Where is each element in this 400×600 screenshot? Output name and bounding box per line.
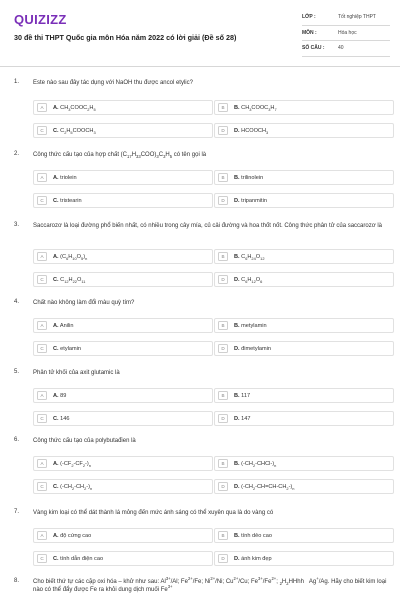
option-text: C. $(-CH_2-CH_2-)_n$	[53, 483, 93, 491]
option-text: D. ánh kim đẹp	[234, 555, 272, 562]
option-text: B. $(-CH_2-CHCl-)_n$	[234, 460, 277, 468]
meta-value: 40	[338, 45, 344, 52]
option-letter-badge: A	[37, 391, 47, 400]
option-text: B. 117	[234, 392, 251, 399]
meta-key: LỚP :	[302, 14, 316, 21]
question-text: Este nào sau đây tác dụng với NaOH thu được ancol etylic?	[33, 80, 193, 86]
option-text: B. $CH_3COOC_3H_7$	[234, 104, 277, 112]
answer-option-b[interactable]	[214, 170, 394, 185]
option-letter-badge: C	[37, 344, 47, 353]
option-text: A. triolein	[53, 174, 77, 181]
option-letter-badge: D	[218, 482, 228, 491]
option-letter-badge: A	[37, 321, 47, 330]
meta-key: SỐ CÂU :	[302, 45, 325, 52]
option-letter-badge: D	[218, 344, 228, 353]
answer-option-b[interactable]	[214, 318, 394, 333]
document-title: 30 đề thi THPT Quốc gia môn Hóa năm 2022 có lời giải (Đề số 28)	[14, 33, 237, 42]
answer-option-b[interactable]	[214, 388, 394, 403]
option-text: A. Anilin	[53, 322, 74, 329]
question-number: 4.	[14, 299, 20, 305]
quizizz-logo: QUIZIZZ	[14, 12, 67, 27]
question-text: Saccarozơ là loại đường phổ biến nhất, có nhiều trong cây mía, củ cải đường và hoa thốt nốt. Công thức phân tử của saccarozơ là	[33, 223, 383, 229]
option-letter-badge: C	[37, 554, 47, 563]
option-text: C. $C_{12}H_{22}O_{11}$	[53, 276, 86, 284]
option-letter-badge: C	[37, 126, 47, 135]
option-text: C. etylamin	[53, 345, 81, 352]
option-letter-badge: B	[218, 173, 228, 182]
meta-row-subject	[302, 26, 390, 42]
option-text: B. $C_6H_{24}O_{12}$	[234, 253, 265, 261]
answer-option-a[interactable]	[33, 170, 213, 185]
question-number: 8.	[14, 578, 20, 584]
question-text: Phân tử khối của axit glutamic là	[33, 370, 120, 376]
answer-option-d[interactable]	[214, 193, 394, 208]
answer-option-d[interactable]	[214, 272, 394, 287]
option-letter-badge: C	[37, 414, 47, 423]
option-text: D. $(-CH_2-CH=CH-CH_2-)_n$	[234, 483, 295, 491]
option-letter-badge: B	[218, 321, 228, 330]
answer-option-b[interactable]	[214, 528, 394, 543]
question-number: 2.	[14, 151, 20, 157]
answer-option-c[interactable]	[33, 123, 213, 138]
option-text: C. tính dẫn điện cao	[53, 555, 104, 562]
option-letter-badge: A	[37, 252, 47, 261]
option-letter-badge: B	[218, 103, 228, 112]
meta-row-class	[302, 10, 390, 26]
meta-value: Tốt nghiệp THPT	[338, 14, 376, 21]
option-text: B. metylamin	[234, 322, 267, 329]
answer-option-d[interactable]	[214, 479, 394, 494]
answer-option-a[interactable]	[33, 318, 213, 333]
option-letter-badge: B	[218, 391, 228, 400]
answer-option-a[interactable]	[33, 528, 213, 543]
question-text: Chất nào không làm đổi màu quỳ tím?	[33, 300, 135, 306]
question-number: 7.	[14, 509, 20, 515]
option-letter-badge: B	[218, 531, 228, 540]
option-letter-badge: C	[37, 482, 47, 491]
answer-option-b[interactable]	[214, 456, 394, 471]
answer-option-d[interactable]	[214, 341, 394, 356]
option-text: D. 147	[234, 415, 251, 422]
option-text: D. $C_6H_{12}O_6$	[234, 276, 263, 284]
option-letter-badge: D	[218, 414, 228, 423]
option-letter-badge: C	[37, 196, 47, 205]
question-number: 5.	[14, 369, 20, 375]
option-text: A. $(-CF_2-CF_2-)_n$	[53, 460, 91, 468]
header-divider	[0, 66, 400, 67]
option-letter-badge: A	[37, 103, 47, 112]
question-text: Công thức cấu tạo của polybutađien là	[33, 438, 136, 444]
question-text: Cho biết thứ tự các cặp oxi hóa – khử như sau: $Al^{3+}/Al$; $Fe^{2+}/Fe$; $Ni^{2+}/Ni$; $Cu^{2+}/Cu$; $Fe^{3+}/Fe^{2+}$; $_2H_2HHhh$ Ag+/Ag. Hãy cho biết kim loại nào có thể đẩy được Fe ra khỏi dung dịch muối $Fe^{3+}$	[33, 576, 387, 593]
option-text: A. 89	[53, 392, 67, 399]
answer-option-d[interactable]	[214, 551, 394, 566]
option-letter-badge: C	[37, 275, 47, 284]
option-text: A. $CH_3COOC_2H_5$	[53, 104, 96, 112]
answer-option-a[interactable]	[33, 456, 213, 471]
option-text: A. độ cứng cao	[53, 532, 92, 539]
answer-option-c[interactable]	[33, 272, 213, 287]
answer-option-c[interactable]	[33, 551, 213, 566]
meta-value: Hóa học	[338, 29, 357, 36]
meta-row-count	[302, 41, 390, 57]
answer-option-c[interactable]	[33, 341, 213, 356]
option-text: B. trilinolein	[234, 174, 264, 181]
answer-option-c[interactable]	[33, 411, 213, 426]
option-text: C. tristearin	[53, 197, 82, 204]
option-letter-badge: D	[218, 126, 228, 135]
answer-option-c[interactable]	[33, 479, 213, 494]
option-text: D. $HCOOCH_3$	[234, 127, 269, 135]
answer-option-d[interactable]	[214, 411, 394, 426]
question-number: 1.	[14, 79, 20, 85]
answer-option-b[interactable]	[214, 100, 394, 115]
answer-option-b[interactable]	[214, 249, 394, 264]
answer-option-a[interactable]	[33, 249, 213, 264]
answer-option-d[interactable]	[214, 123, 394, 138]
meta-key: MÔN :	[302, 29, 317, 36]
option-text: C. 146	[53, 415, 70, 422]
document-header	[0, 0, 400, 68]
answer-option-c[interactable]	[33, 193, 213, 208]
question-text: Vàng kim loại có thể dát thành lá mỏng đến mức ánh sáng có thể xuyên qua là do vàng có	[33, 510, 274, 516]
question-number: 6.	[14, 437, 20, 443]
option-text: A. $(C_6H_{10}O_5)_n$	[53, 253, 88, 261]
answer-option-a[interactable]	[33, 388, 213, 403]
option-text: D. đimetylamin	[234, 345, 271, 352]
option-text: D. tripanmitin	[234, 197, 267, 204]
question-text: Công thức cấu tạo của hợp chất $(C_{17}H_{33}COO)_3C_3H_5$ có tên gọi là	[33, 152, 207, 160]
option-text: C. $C_2H_5COOCH_3$	[53, 127, 96, 135]
option-letter-badge: B	[218, 459, 228, 468]
question-number: 3.	[14, 222, 20, 228]
option-letter-badge: A	[37, 173, 47, 182]
answer-option-a[interactable]	[33, 100, 213, 115]
option-letter-badge: D	[218, 275, 228, 284]
meta-table	[302, 10, 390, 57]
option-letter-badge: A	[37, 531, 47, 540]
option-letter-badge: A	[37, 459, 47, 468]
option-text: B. tính dẻo cao	[234, 532, 272, 539]
option-letter-badge: B	[218, 252, 228, 261]
option-letter-badge: D	[218, 196, 228, 205]
option-letter-badge: D	[218, 554, 228, 563]
